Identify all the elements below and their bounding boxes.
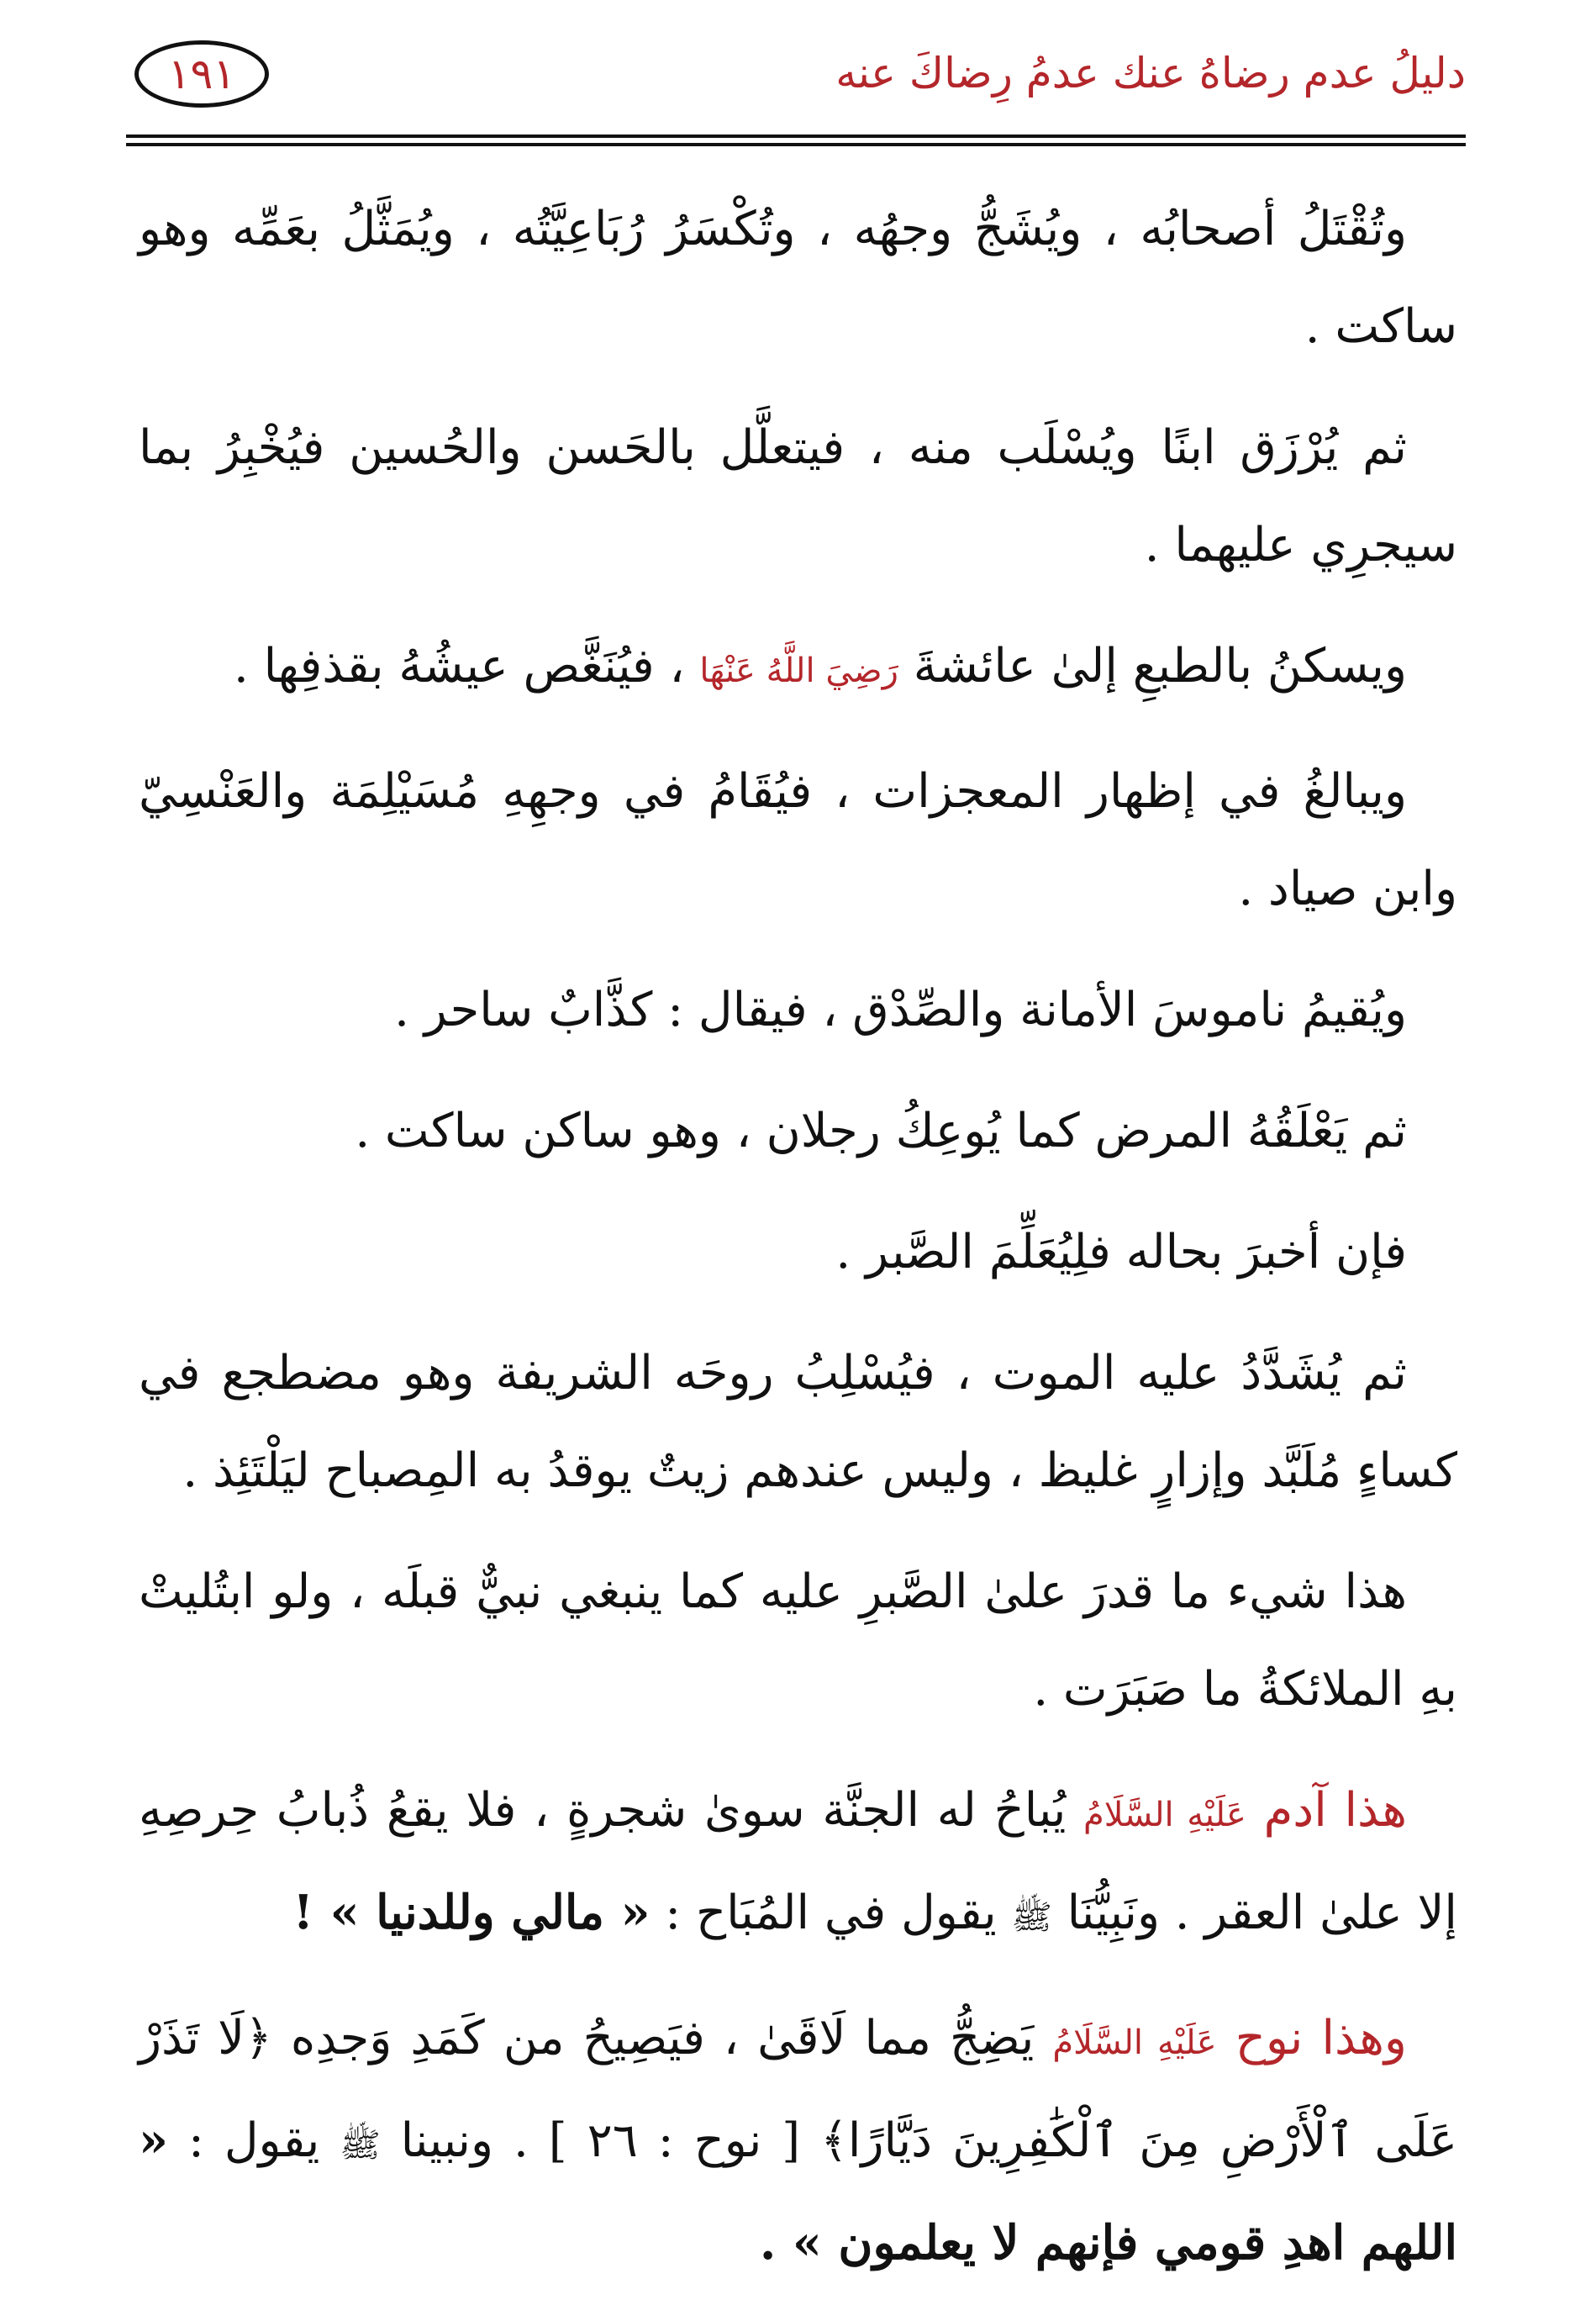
verse-citation: [ نوح : ٢٦ ] .: [514, 2113, 801, 2168]
paragraph: [139, 618, 1457, 720]
running-title: دليلُ عدم رضاهُ عنك عدمُ رِضاكَ عنه: [835, 49, 1466, 98]
paragraph-text: يقول :: [187, 2113, 320, 2168]
noah-paragraph: [139, 1990, 1457, 2292]
highlight-prefix: وهذا نوح: [1235, 2011, 1407, 2065]
adam-paragraph: [139, 1762, 1457, 1966]
paragraph-text: ، فيُنَغَّص عيشُهُ بقذفِها .: [234, 639, 685, 694]
paragraph: ويُقيمُ ناموسَ الأمانة والصِّدْق ، فيقال : كذَّابٌ ساحر .: [394, 983, 1407, 1037]
page-body: [139, 181, 1457, 2316]
highlight-prefix: هذا آدم: [1263, 1783, 1407, 1838]
honorific: عَلَيْهِ السَّلَامُ: [1083, 1796, 1246, 1834]
paragraph: وتُقْتَلُ أصحابُه ، ويُشَجُّ وجهُه ، وتُكْسَرُ رُبَاعِيَّتُه ، ويُمَثَّلُ بعَمِّه وهو ساكت .: [139, 202, 1457, 354]
honorific: رَضِيَ اللَّهُ عَنْهَا: [699, 652, 898, 690]
paragraph: ثم يَعْلَقُهُ المرض كما يُوعِكُ رجلان ، وهو ساكن ساكت .: [355, 1104, 1407, 1158]
paragraph: ثم يُشَدَّدُ عليه الموت ، فيُسْلِبُ روحَه الشريفة وهو مضطجع في كساءٍ مُلَبَّد وإزارٍ غليظ ، وليس عندهم زيتٌ يوقدُ به المِصباح ليَلْتَئِذ .: [139, 1346, 1457, 1498]
paragraph-text: ويسكنُ بالطبعِ إلىٰ عائشةَ: [913, 639, 1407, 694]
honorific: ﷺ: [340, 2126, 381, 2165]
paragraph-text: يَضِجُّ مما لَاقَىٰ ، فيَصِيحُ من كَمَدِ وَجدِه: [290, 2011, 1035, 2065]
hadith-quote: « اللهم اهدِ قومي فإنهم لا يعلمون » .: [139, 2113, 1457, 2271]
paragraph-text: ونبينا: [400, 2113, 494, 2168]
page-header: [126, 34, 1466, 135]
header-rule-bottom: [126, 143, 1466, 146]
paragraph: ثم يُرْزَق ابنًا ويُسْلَب منه ، فيتعلَّل بالحَسن والحُسين فيُخْبِرُ بما سيجرِي عليهما .: [139, 420, 1457, 572]
paragraph: فإن أخبرَ بحاله فلِيُعَلِّمَ الصَّبر .: [835, 1225, 1407, 1279]
honorific: ﷺ: [1011, 1898, 1052, 1937]
paragraph-text: يُباحُ له الجنَّة سوىٰ شجرةٍ ، فلا يقعُ ذُبابُ حِرصِهِ إلا علىٰ العقر . ونَبِيُّنَا: [139, 1783, 1457, 1940]
paragraph: هذا شيء ما قدرَ علىٰ الصَّبرِ عليه كما ينبغي نبيٌّ قبلَه ، ولو ابتُليتْ بهِ الملائكةُ ما صَبَرَت .: [139, 1564, 1457, 1717]
paragraph-text: يقول في المُبَاح :: [665, 1886, 997, 1940]
page-number: ١٩١: [134, 40, 269, 108]
honorific: عَلَيْهِ السَّلَامُ: [1052, 2023, 1217, 2062]
paragraph: ويبالغُ في إظهار المعجزات ، فيُقَامُ في وجهِهِ مُسَيْلِمَة والعَنْسِيّ وابن صياد .: [139, 764, 1457, 916]
header-rule-top: [126, 135, 1466, 138]
quran-verse: ﴿لَا تَذَرْ عَلَى ٱلْأَرْضِ مِنَ ٱلْكَٰفِرِينَ دَيَّارًا﴾: [139, 2011, 1457, 2168]
hadith-quote: « مالي وللدنيا » !: [292, 1885, 651, 1940]
